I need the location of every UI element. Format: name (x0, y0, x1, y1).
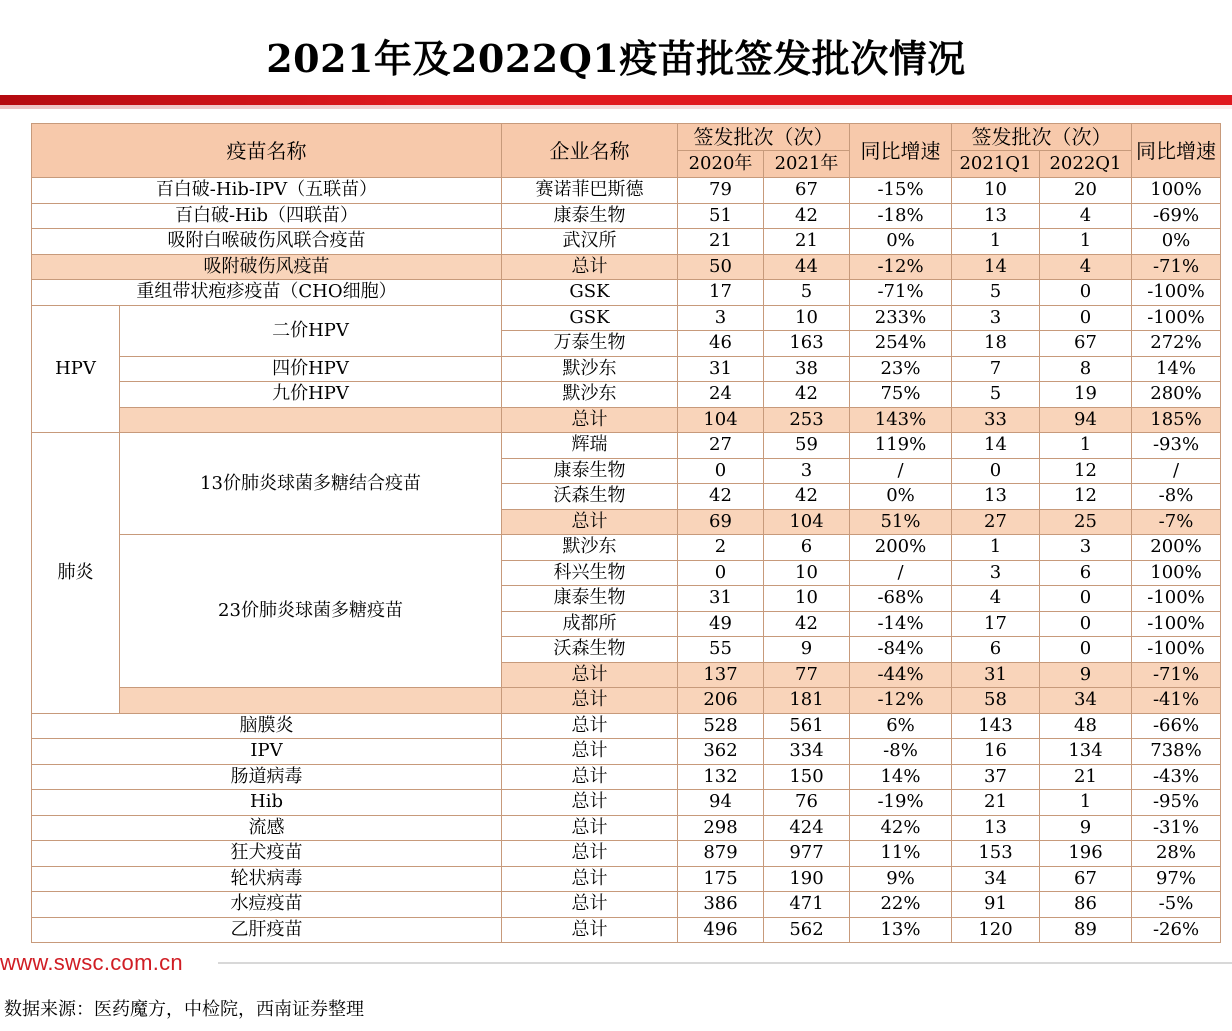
yoy-q1-cell: -100% (1132, 280, 1221, 306)
table-row (32, 892, 1221, 918)
yoy-q1-cell: -26% (1132, 917, 1221, 943)
batches-2022q1-cell: 8 (1040, 356, 1132, 382)
group-ppv23: 23价肺炎球菌多糖疫苗 (120, 535, 502, 688)
batches-2021q1-cell: 31 (952, 662, 1040, 688)
header-vaccine-name: 疫苗名称 (32, 124, 502, 178)
batches-2022q1-cell: 9 (1040, 815, 1132, 841)
yoy-q1-cell: -100% (1132, 637, 1221, 663)
vaccine-name-cell: 百白破-Hib（四联苗） (32, 203, 502, 229)
yoy-q1-cell: -8% (1132, 484, 1221, 510)
table-row (32, 713, 1221, 739)
batches-2022q1-cell: 89 (1040, 917, 1132, 943)
yoy-annual-cell: 0% (850, 484, 952, 510)
company-cell: 总计 (502, 892, 678, 918)
table-row (32, 254, 1221, 280)
company-cell: 总计 (502, 815, 678, 841)
batches-2021-cell: 5 (764, 280, 850, 306)
batches-2021q1-cell: 5 (952, 382, 1040, 408)
batches-2021-cell: 471 (764, 892, 850, 918)
header-q1-2022: 2022Q1 (1040, 151, 1132, 178)
yoy-annual-cell: 9% (850, 866, 952, 892)
group-pcv13: 13价肺炎球菌多糖结合疫苗 (120, 433, 502, 535)
batches-2021-cell: 10 (764, 305, 850, 331)
batches-2022q1-cell: 6 (1040, 560, 1132, 586)
batches-2021-cell: 10 (764, 586, 850, 612)
company-cell: 科兴生物 (502, 560, 678, 586)
yoy-q1-cell: -100% (1132, 305, 1221, 331)
yoy-annual-cell: -18% (850, 203, 952, 229)
batches-2022q1-cell: 134 (1040, 739, 1132, 765)
company-cell: 总计 (502, 841, 678, 867)
batches-2020-cell: 51 (678, 203, 764, 229)
yoy-q1-cell: 28% (1132, 841, 1221, 867)
batches-2022q1-cell: 12 (1040, 458, 1132, 484)
yoy-annual-cell: 22% (850, 892, 952, 918)
batches-2021q1-cell: 16 (952, 739, 1040, 765)
company-cell: 总计 (502, 407, 678, 433)
batches-2021q1-cell: 13 (952, 203, 1040, 229)
company-cell: 康泰生物 (502, 458, 678, 484)
batches-2021-cell: 59 (764, 433, 850, 459)
batches-2020-cell: 46 (678, 331, 764, 357)
batches-2020-cell: 27 (678, 433, 764, 459)
batches-2022q1-cell: 67 (1040, 866, 1132, 892)
yoy-annual-cell: 254% (850, 331, 952, 357)
yoy-annual-cell: -15% (850, 178, 952, 204)
yoy-annual-cell: -44% (850, 662, 952, 688)
batches-2022q1-cell: 1 (1040, 433, 1132, 459)
batches-2021q1-cell: 7 (952, 356, 1040, 382)
batches-2021-cell: 163 (764, 331, 850, 357)
batches-2020-cell: 137 (678, 662, 764, 688)
yoy-q1-cell: 100% (1132, 560, 1221, 586)
batches-2021-cell: 6 (764, 535, 850, 561)
yoy-q1-cell: -71% (1132, 662, 1221, 688)
header-band-shadow (0, 105, 1232, 109)
header-q1-2021: 2021Q1 (952, 151, 1040, 178)
table-row (32, 305, 1221, 331)
batches-2020-cell: 24 (678, 382, 764, 408)
batches-2022q1-cell: 0 (1040, 280, 1132, 306)
data-source-note: 数据来源：医药魔方，中检院，西南证券整理 (4, 999, 364, 1020)
batches-2021-cell: 67 (764, 178, 850, 204)
yoy-q1-cell: -93% (1132, 433, 1221, 459)
batches-2021q1-cell: 6 (952, 637, 1040, 663)
batches-2021-cell: 76 (764, 790, 850, 816)
batches-2020-cell: 17 (678, 280, 764, 306)
vaccine-name-cell: 狂犬疫苗 (32, 841, 502, 867)
batches-2021q1-cell: 91 (952, 892, 1040, 918)
batches-2021-cell: 77 (764, 662, 850, 688)
batches-2021q1-cell: 27 (952, 509, 1040, 535)
yoy-annual-cell: -14% (850, 611, 952, 637)
company-cell: GSK (502, 305, 678, 331)
company-cell: 康泰生物 (502, 586, 678, 612)
yoy-annual-cell: 14% (850, 764, 952, 790)
group-pneumonia-total-blank (120, 688, 502, 714)
batches-2022q1-cell: 1 (1040, 229, 1132, 255)
vaccine-batch-table (31, 123, 1221, 943)
yoy-q1-cell: -95% (1132, 790, 1221, 816)
table-row (32, 790, 1221, 816)
batches-2020-cell: 3 (678, 305, 764, 331)
batches-2020-cell: 206 (678, 688, 764, 714)
batches-2021-cell: 150 (764, 764, 850, 790)
yoy-q1-cell: -43% (1132, 764, 1221, 790)
company-cell: 总计 (502, 662, 678, 688)
batches-2022q1-cell: 34 (1040, 688, 1132, 714)
yoy-q1-cell: -7% (1132, 509, 1221, 535)
batches-2021-cell: 3 (764, 458, 850, 484)
table-row (32, 535, 1221, 561)
company-cell: 总计 (502, 866, 678, 892)
company-cell: 沃森生物 (502, 637, 678, 663)
batches-2020-cell: 104 (678, 407, 764, 433)
batches-2022q1-cell: 4 (1040, 254, 1132, 280)
yoy-q1-cell: 200% (1132, 535, 1221, 561)
batches-2020-cell: 79 (678, 178, 764, 204)
yoy-q1-cell: 272% (1132, 331, 1221, 357)
yoy-q1-cell: 738% (1132, 739, 1221, 765)
header-year-2021: 2021年 (764, 151, 850, 178)
batches-2022q1-cell: 3 (1040, 535, 1132, 561)
yoy-annual-cell: -84% (850, 637, 952, 663)
yoy-q1-cell: -66% (1132, 713, 1221, 739)
batches-2020-cell: 49 (678, 611, 764, 637)
batches-2021q1-cell: 14 (952, 433, 1040, 459)
yoy-q1-cell: 100% (1132, 178, 1221, 204)
table-row (32, 917, 1221, 943)
company-cell: 默沙东 (502, 535, 678, 561)
header-batches-group-1: 签发批次（次） (678, 124, 850, 151)
site-url: www.swsc.com.cn (0, 950, 183, 975)
batches-2021-cell: 42 (764, 382, 850, 408)
vaccine-name-cell: 轮状病毒 (32, 866, 502, 892)
batches-2021q1-cell: 3 (952, 305, 1040, 331)
batches-2021q1-cell: 143 (952, 713, 1040, 739)
header-yoy-2: 同比增速 (1132, 124, 1221, 178)
batches-2021-cell: 562 (764, 917, 850, 943)
batches-2022q1-cell: 25 (1040, 509, 1132, 535)
batches-2021q1-cell: 1 (952, 535, 1040, 561)
batches-2020-cell: 21 (678, 229, 764, 255)
yoy-annual-cell: 23% (850, 356, 952, 382)
batches-2021q1-cell: 34 (952, 866, 1040, 892)
yoy-annual-cell: 0% (850, 229, 952, 255)
batches-2020-cell: 31 (678, 356, 764, 382)
vaccine-name-cell: 吸附破伤风疫苗 (32, 254, 502, 280)
company-cell: 默沙东 (502, 382, 678, 408)
yoy-annual-cell: -19% (850, 790, 952, 816)
vaccine-name-cell: 重组带状疱疹疫苗（CHO细胞） (32, 280, 502, 306)
batches-2021-cell: 334 (764, 739, 850, 765)
batches-2021-cell: 190 (764, 866, 850, 892)
yoy-q1-cell: -5% (1132, 892, 1221, 918)
batches-2021-cell: 42 (764, 484, 850, 510)
table-row (32, 764, 1221, 790)
yoy-annual-cell: -71% (850, 280, 952, 306)
batches-2020-cell: 879 (678, 841, 764, 867)
batches-2022q1-cell: 0 (1040, 637, 1132, 663)
batches-2021-cell: 10 (764, 560, 850, 586)
group-pneumonia: 肺炎 (32, 433, 120, 714)
batches-2021q1-cell: 1 (952, 229, 1040, 255)
batches-2022q1-cell: 67 (1040, 331, 1132, 357)
batches-2020-cell: 496 (678, 917, 764, 943)
batches-2022q1-cell: 0 (1040, 586, 1132, 612)
batches-2020-cell: 362 (678, 739, 764, 765)
group-hpv9: 九价HPV (120, 382, 502, 408)
batches-2020-cell: 298 (678, 815, 764, 841)
yoy-q1-cell: -100% (1132, 611, 1221, 637)
header-year-2020: 2020年 (678, 151, 764, 178)
batches-2020-cell: 2 (678, 535, 764, 561)
batches-2022q1-cell: 94 (1040, 407, 1132, 433)
yoy-q1-cell: 280% (1132, 382, 1221, 408)
yoy-q1-cell: 185% (1132, 407, 1221, 433)
header-batches-group-2: 签发批次（次） (952, 124, 1132, 151)
table-row (32, 203, 1221, 229)
batches-2020-cell: 175 (678, 866, 764, 892)
batches-2021-cell: 181 (764, 688, 850, 714)
header-band (0, 95, 1232, 105)
vaccine-name-cell: 肠道病毒 (32, 764, 502, 790)
group-hpv2: 二价HPV (120, 305, 502, 356)
yoy-annual-cell: -68% (850, 586, 952, 612)
batches-2022q1-cell: 21 (1040, 764, 1132, 790)
company-cell: 沃森生物 (502, 484, 678, 510)
company-cell: 总计 (502, 688, 678, 714)
batches-2021q1-cell: 4 (952, 586, 1040, 612)
batches-2021q1-cell: 120 (952, 917, 1040, 943)
yoy-q1-cell: 0% (1132, 229, 1221, 255)
batches-2021q1-cell: 37 (952, 764, 1040, 790)
batches-2022q1-cell: 4 (1040, 203, 1132, 229)
batches-2020-cell: 42 (678, 484, 764, 510)
company-cell: 康泰生物 (502, 203, 678, 229)
batches-2021q1-cell: 3 (952, 560, 1040, 586)
company-cell: 总计 (502, 917, 678, 943)
yoy-annual-cell: 51% (850, 509, 952, 535)
footer-divider (218, 962, 1232, 964)
yoy-q1-cell: -31% (1132, 815, 1221, 841)
header-yoy-1: 同比增速 (850, 124, 952, 178)
company-cell: 总计 (502, 713, 678, 739)
yoy-annual-cell: 11% (850, 841, 952, 867)
table-row (32, 356, 1221, 382)
company-cell: 总计 (502, 509, 678, 535)
batches-2022q1-cell: 48 (1040, 713, 1132, 739)
batches-2021q1-cell: 17 (952, 611, 1040, 637)
vaccine-name-cell: IPV (32, 739, 502, 765)
table-row (32, 866, 1221, 892)
batches-2021q1-cell: 58 (952, 688, 1040, 714)
batches-2022q1-cell: 19 (1040, 382, 1132, 408)
batches-2021-cell: 561 (764, 713, 850, 739)
batches-2022q1-cell: 9 (1040, 662, 1132, 688)
vaccine-name-cell: 乙肝疫苗 (32, 917, 502, 943)
table-row (32, 280, 1221, 306)
yoy-q1-cell: -71% (1132, 254, 1221, 280)
table-row (32, 229, 1221, 255)
batches-2021-cell: 424 (764, 815, 850, 841)
yoy-q1-cell: -100% (1132, 586, 1221, 612)
batches-2020-cell: 94 (678, 790, 764, 816)
batches-2020-cell: 50 (678, 254, 764, 280)
vaccine-name-cell: 百白破-Hib-IPV（五联苗） (32, 178, 502, 204)
group-hpv: HPV (32, 305, 120, 433)
table-row (32, 382, 1221, 408)
company-cell: 默沙东 (502, 356, 678, 382)
company-cell: 万泰生物 (502, 331, 678, 357)
group-hpv-total-blank (120, 407, 502, 433)
batches-2022q1-cell: 0 (1040, 611, 1132, 637)
vaccine-name-cell: 流感 (32, 815, 502, 841)
batches-2022q1-cell: 86 (1040, 892, 1132, 918)
batches-2021-cell: 44 (764, 254, 850, 280)
yoy-q1-cell: 97% (1132, 866, 1221, 892)
table-row (32, 739, 1221, 765)
group-hpv4: 四价HPV (120, 356, 502, 382)
batches-2020-cell: 0 (678, 458, 764, 484)
yoy-q1-cell: -41% (1132, 688, 1221, 714)
batches-2021-cell: 253 (764, 407, 850, 433)
batches-2022q1-cell: 12 (1040, 484, 1132, 510)
batches-2021-cell: 42 (764, 203, 850, 229)
batches-2021q1-cell: 21 (952, 790, 1040, 816)
batches-2021q1-cell: 33 (952, 407, 1040, 433)
header-company-name: 企业名称 (502, 124, 678, 178)
yoy-annual-cell: / (850, 458, 952, 484)
yoy-annual-cell: 42% (850, 815, 952, 841)
yoy-annual-cell: 233% (850, 305, 952, 331)
company-cell: 总计 (502, 790, 678, 816)
company-cell: 武汉所 (502, 229, 678, 255)
batches-2022q1-cell: 196 (1040, 841, 1132, 867)
company-cell: 总计 (502, 254, 678, 280)
company-cell: 总计 (502, 739, 678, 765)
yoy-annual-cell: -12% (850, 688, 952, 714)
yoy-annual-cell: -12% (850, 254, 952, 280)
batches-2021q1-cell: 13 (952, 484, 1040, 510)
yoy-annual-cell: / (850, 560, 952, 586)
batches-2020-cell: 55 (678, 637, 764, 663)
yoy-q1-cell: -69% (1132, 203, 1221, 229)
header-row-1 (32, 124, 1221, 151)
batches-2020-cell: 31 (678, 586, 764, 612)
table-row (32, 815, 1221, 841)
batches-2020-cell: 386 (678, 892, 764, 918)
vaccine-name-cell: Hib (32, 790, 502, 816)
batches-2021-cell: 38 (764, 356, 850, 382)
batches-2021-cell: 104 (764, 509, 850, 535)
batches-2020-cell: 132 (678, 764, 764, 790)
yoy-q1-cell: / (1132, 458, 1221, 484)
batches-2021q1-cell: 13 (952, 815, 1040, 841)
batches-2020-cell: 69 (678, 509, 764, 535)
batches-2020-cell: 0 (678, 560, 764, 586)
table-row (32, 178, 1221, 204)
batches-2021q1-cell: 10 (952, 178, 1040, 204)
batches-2021q1-cell: 18 (952, 331, 1040, 357)
yoy-annual-cell: -8% (850, 739, 952, 765)
page-title: 2021年及2022Q1疫苗批签发批次情况 (266, 36, 966, 81)
batches-2021q1-cell: 14 (952, 254, 1040, 280)
yoy-annual-cell: 119% (850, 433, 952, 459)
yoy-annual-cell: 13% (850, 917, 952, 943)
company-cell: 成都所 (502, 611, 678, 637)
batches-2022q1-cell: 0 (1040, 305, 1132, 331)
batches-2021-cell: 977 (764, 841, 850, 867)
table-row (32, 688, 1221, 714)
yoy-annual-cell: 6% (850, 713, 952, 739)
yoy-annual-cell: 143% (850, 407, 952, 433)
vaccine-name-cell: 吸附白喉破伤风联合疫苗 (32, 229, 502, 255)
batches-2022q1-cell: 20 (1040, 178, 1132, 204)
table-row (32, 433, 1221, 459)
vaccine-name-cell: 脑膜炎 (32, 713, 502, 739)
batches-2021q1-cell: 0 (952, 458, 1040, 484)
company-cell: 总计 (502, 764, 678, 790)
batches-2021q1-cell: 153 (952, 841, 1040, 867)
vaccine-name-cell: 水痘疫苗 (32, 892, 502, 918)
batches-2020-cell: 528 (678, 713, 764, 739)
company-cell: 辉瑞 (502, 433, 678, 459)
company-cell: GSK (502, 280, 678, 306)
table-row (32, 407, 1221, 433)
batches-2022q1-cell: 1 (1040, 790, 1132, 816)
yoy-annual-cell: 200% (850, 535, 952, 561)
batches-2021-cell: 42 (764, 611, 850, 637)
table-row (32, 841, 1221, 867)
yoy-annual-cell: 75% (850, 382, 952, 408)
batches-2021-cell: 21 (764, 229, 850, 255)
batches-2021q1-cell: 5 (952, 280, 1040, 306)
company-cell: 赛诺菲巴斯德 (502, 178, 678, 204)
batches-2021-cell: 9 (764, 637, 850, 663)
yoy-q1-cell: 14% (1132, 356, 1221, 382)
